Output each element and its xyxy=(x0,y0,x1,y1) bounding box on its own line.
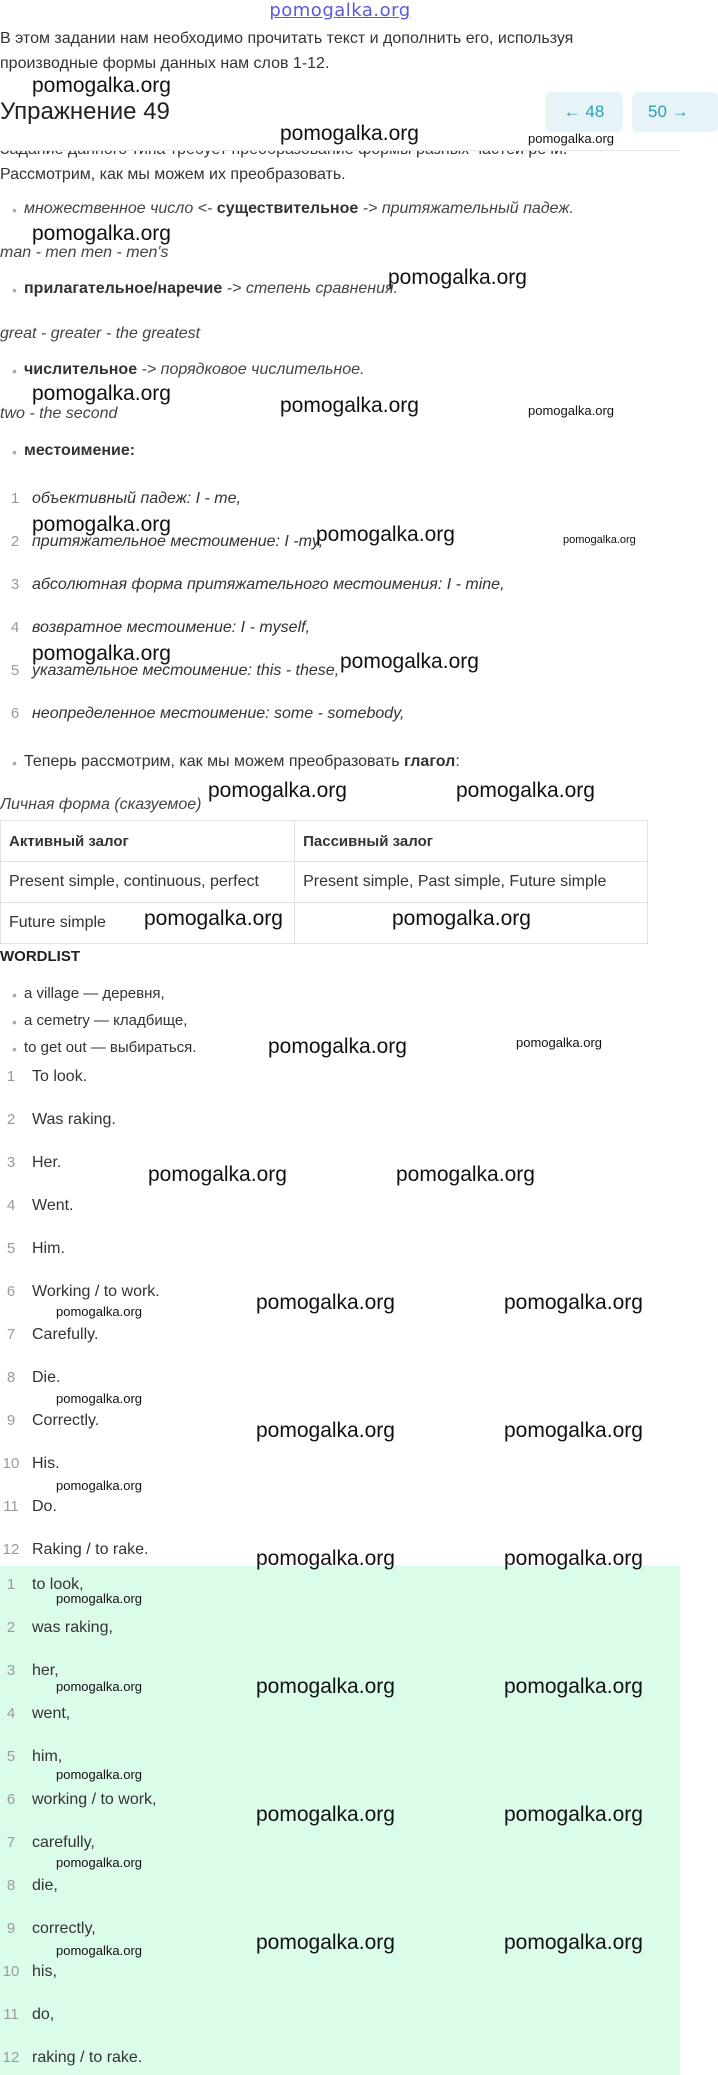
watermark: pomogalka.org xyxy=(280,394,419,417)
voice-table xyxy=(0,820,648,944)
watermark: pomogalka.org xyxy=(388,266,527,289)
site-logo[interactable]: pomogalka.org xyxy=(269,0,411,21)
watermark: pomogalka.org xyxy=(256,1931,395,1954)
watermark: pomogalka.org xyxy=(56,1391,142,1406)
bullet-icon: • xyxy=(12,755,17,771)
bullet-icon: • xyxy=(12,444,17,460)
watermark: pomogalka.org xyxy=(56,1943,142,1958)
watermark: pomogalka.org xyxy=(528,131,614,146)
bullet-icon: • xyxy=(12,282,17,298)
rule-pronoun: • местоимение: xyxy=(12,442,136,460)
next-exercise-button[interactable] xyxy=(632,92,718,132)
watermark: pomogalka.org xyxy=(32,382,171,405)
watermark: pomogalka.org xyxy=(456,779,595,802)
arrow-right-icon: → xyxy=(671,102,689,121)
next-exercise-label: 50 xyxy=(648,102,667,121)
list-item: • to get out — выбираться. xyxy=(12,1039,197,1057)
watermark: pomogalka.org xyxy=(528,403,614,418)
rule-numeral: • числительное -> порядковое числительное. xyxy=(12,361,365,379)
watermark: pomogalka.org xyxy=(392,907,531,930)
watermark: pomogalka.org xyxy=(32,74,171,97)
watermark: pomogalka.org xyxy=(208,779,347,802)
watermark: pomogalka.org xyxy=(563,534,636,546)
watermark: pomogalka.org xyxy=(256,1803,395,1826)
watermark: pomogalka.org xyxy=(268,1035,407,1058)
prev-exercise-label: 48 xyxy=(585,102,605,121)
watermark: pomogalka.org xyxy=(56,1304,142,1319)
table-cell: Future simple xyxy=(1,903,295,944)
watermark: pomogalka.org xyxy=(56,1767,142,1782)
answers-list: 1 To look. 2 Was raking. 3 Her. 4 Went. 5 Him. 6 Working / to work. 7 Carefully. 8 Die. 9 Correctly. 10 His. 11 Do. 12 Raking / to rake. xyxy=(2,1068,160,1558)
table-cell: Present simple, Past simple, Future simple xyxy=(295,862,648,903)
watermark: pomogalka.org xyxy=(504,1803,643,1826)
watermark: pomogalka.org xyxy=(32,222,171,245)
verb-intro: • Теперь рассмотрим, как мы можем преобразовать глагол: xyxy=(12,753,460,771)
watermark: pomogalka.org xyxy=(396,1163,535,1186)
watermark: pomogalka.org xyxy=(504,1675,643,1698)
watermark: pomogalka.org xyxy=(504,1931,643,1954)
wordlist-title: WORDLIST xyxy=(0,948,80,965)
table-row xyxy=(1,903,648,944)
table-cell: Present simple, continuous, perfect xyxy=(1,862,295,903)
list-item: • a cemetry — кладбище, xyxy=(12,1012,188,1030)
intro-line: производные формы данных нам слов 1-12. xyxy=(0,55,330,72)
watermark: pomogalka.org xyxy=(56,1591,142,1606)
table-header-row xyxy=(1,821,648,862)
watermark: pomogalka.org xyxy=(32,513,171,536)
watermark: pomogalka.org xyxy=(144,907,283,930)
table-header: Активный залог xyxy=(1,821,295,862)
intro-text xyxy=(0,26,600,76)
watermark: pomogalka.org xyxy=(56,1855,142,1870)
final-answer-block: 1 to look, 2 was raking, 3 her, 4 went, 5 him, 6 working / to work, 7 carefully, 8 die, 9 correctly, 10 his, 11 do, 12 raking / to rake. xyxy=(0,1566,680,2075)
watermark: pomogalka.org xyxy=(148,1163,287,1186)
watermark: pomogalka.org xyxy=(504,1547,643,1570)
watermark: pomogalka.org xyxy=(340,650,479,673)
watermark: pomogalka.org xyxy=(256,1547,395,1570)
watermark: pomogalka.org xyxy=(256,1419,395,1442)
arrow-left-icon: ← xyxy=(563,102,581,121)
list-item: • a village — деревня, xyxy=(12,985,165,1003)
watermark: pomogalka.org xyxy=(256,1291,395,1314)
exercise-title: Упражнение 49 xyxy=(0,98,170,125)
watermark: pomogalka.org xyxy=(56,1679,142,1694)
pronoun-list: 1 объективный падеж: I - me, 2 притяжательное местоимение: I -my, 3 абсолютная форма притяжательного местоимения: I - mine, 4 возвратное местоимение: I - myself, 5 указательное местоимение: this - these, 6 неопределенное местоимение: some - somebody, xyxy=(10,490,505,722)
watermark: pomogalka.org xyxy=(504,1419,643,1442)
rule-numeral-example: two - the second xyxy=(0,405,118,422)
rule-noun: • множественное число <- существительное -> притяжательный падеж. xyxy=(12,200,574,218)
watermark: pomogalka.org xyxy=(316,523,455,546)
watermark: pomogalka.org xyxy=(280,122,419,145)
bullet-icon: • xyxy=(12,202,17,218)
table-header: Пассивный залог xyxy=(295,821,648,862)
prev-exercise-button[interactable] xyxy=(545,92,623,132)
watermark: pomogalka.org xyxy=(256,1675,395,1698)
watermark: pomogalka.org xyxy=(504,1291,643,1314)
bullet-icon: • xyxy=(12,363,17,379)
task-line-2: Рассмотрим, как мы можем их преобразовать. xyxy=(0,166,346,183)
table-row xyxy=(1,862,648,903)
rule-adjective-example: great - greater - the greatest xyxy=(0,325,201,342)
watermark: pomogalka.org xyxy=(56,1478,142,1493)
watermark: pomogalka.org xyxy=(32,642,171,665)
personal-form-label: Личная форма (сказуемое) xyxy=(0,796,202,813)
rule-noun-example: man - men men - men's xyxy=(0,244,169,261)
rule-adjective: • прилагательное/наречие -> степень сравнения. xyxy=(12,280,398,298)
watermark: pomogalka.org xyxy=(516,1035,602,1050)
intro-line: В этом задании нам необходимо прочитать текст и дополнить его, используя xyxy=(0,30,574,47)
